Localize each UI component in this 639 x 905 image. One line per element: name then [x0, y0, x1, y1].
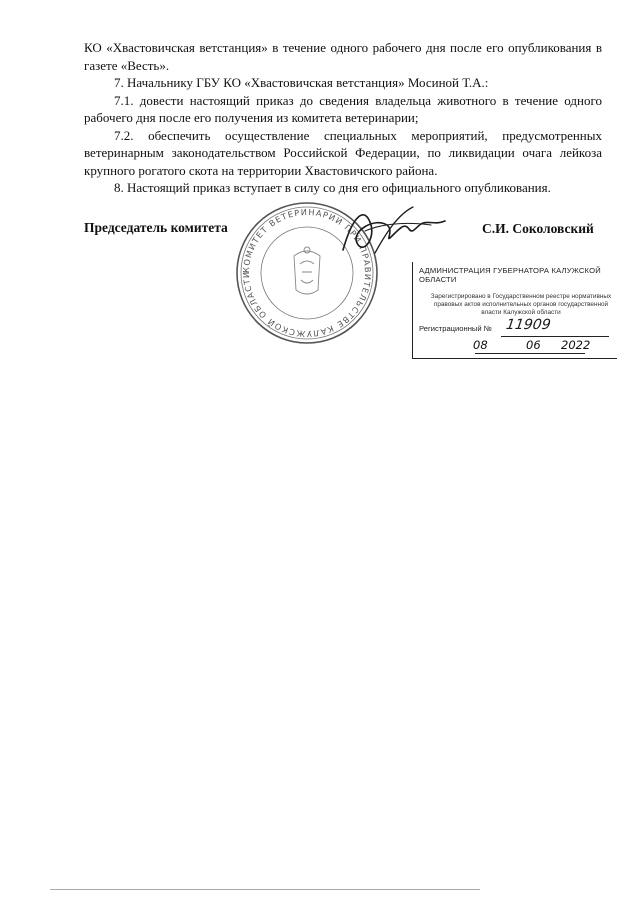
stamp-date-year: 2022 — [561, 338, 591, 352]
stamp-header: АДМИНИСТРАЦИЯ ГУБЕРНАТОРА КАЛУЖСКОЙ ОБЛАСТИ — [419, 266, 601, 284]
page-bottom-rule — [50, 889, 480, 890]
stamp-reg-number: 11909 — [504, 317, 552, 333]
paragraph-continuation: КО «Хвастовичская ветстанция» в течение одного рабочего дня после его опубликования в газете «Весть». — [84, 40, 602, 73]
date-underline — [475, 353, 585, 354]
signatory-title: Председатель комитета — [84, 220, 228, 235]
stamp-body: Зарегистрировано в Государственном реестре нормативных правовых актов исполнительных органов государственной власти Калужской области — [430, 293, 612, 316]
registration-stamp — [412, 262, 617, 359]
handwritten-signature — [335, 195, 455, 270]
reg-underline — [501, 336, 609, 337]
stamp-reg-label: Регистрационный № — [419, 324, 492, 333]
paragraph-item-7: 7. Начальнику ГБУ КО «Хвастовичская ветстанция» Мосиной Т.А.: — [114, 75, 489, 90]
document-body — [84, 39, 602, 197]
paragraph-item-7-2: 7.2. обеспечить осуществление специальных мероприятий, предусмотренных ветеринарным законодательством Российской Федерации, по ликвидации очага лейкоза крупного рогатого скота на территории Хвастовичского района. — [84, 127, 602, 178]
stamp-date-month: 06 — [526, 338, 541, 352]
seal-ring-text: КОМИТЕТ ВЕТЕРИНАРИИ ПРИ ПРАВИТЕЛЬСТВЕ КАЛУЖСКОЙ ОБЛАСТИ — [240, 206, 374, 340]
paragraph-item-7-1: 7.1. довести настоящий приказ до сведения владельца животного в течение одного рабочего дня после его получения из комитета ветеринарии; — [84, 92, 602, 125]
coat-of-arms-icon — [294, 247, 320, 294]
signatory-name: С.И. Соколовский — [482, 221, 594, 236]
paragraph-item-8: 8. Настоящий приказ вступает в силу со дня его официального опубликования. — [114, 180, 551, 195]
stamp-date-day: 08 — [473, 338, 488, 352]
